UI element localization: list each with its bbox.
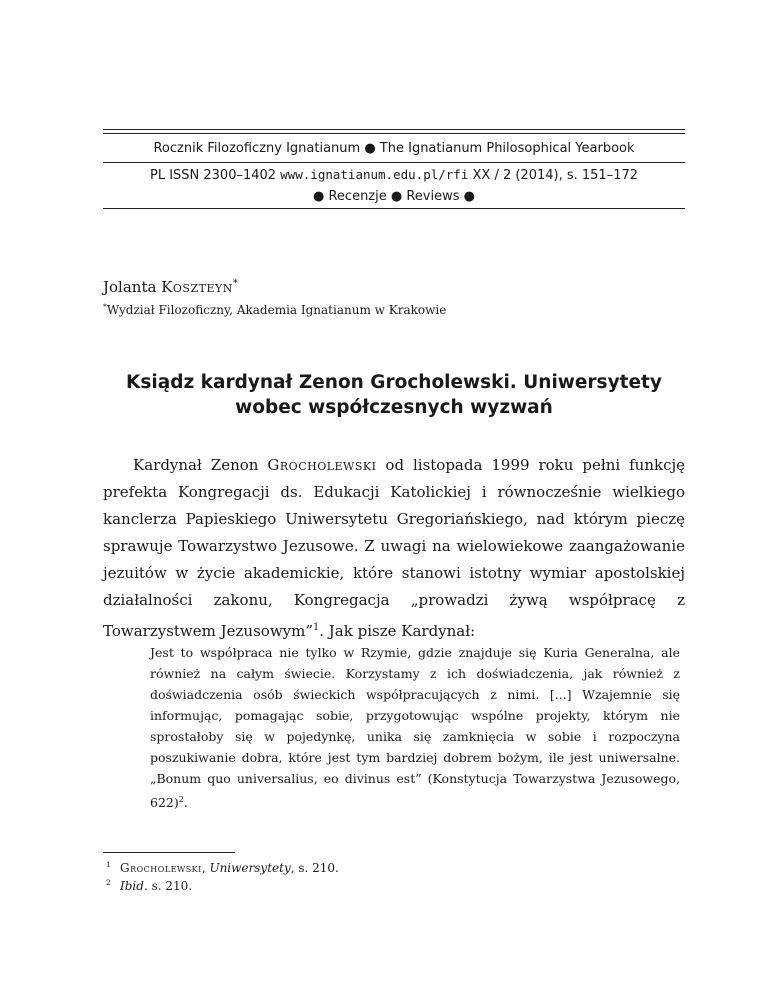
author-first-name: Jolanta [103, 278, 157, 296]
paragraph-1 [103, 452, 685, 645]
footnote-rule [103, 852, 235, 853]
affiliation-marker: * [103, 302, 107, 311]
footnote-2 [106, 878, 193, 894]
footnote-2-page: s. 210. [147, 879, 193, 893]
quote-end: . [183, 795, 188, 811]
footnote-ref-1[interactable]: 1 [313, 622, 320, 633]
header-rule-bottom [103, 208, 685, 209]
footnote-1-page: , s. 210. [290, 861, 339, 875]
header-rule-mid [103, 162, 685, 163]
journal-title-line [103, 141, 685, 156]
author-affiliation [103, 302, 446, 317]
affiliation-text: Wydział Filozoficzny, Akademia Ignatianum w Krakowie [106, 303, 447, 317]
paragraph-1-part-b: od listopada 1999 roku pełni funkcję prefekta Kongregacji ds. Edukacji Katolickiej i równocześnie wielkiego kanclerza Papieskiego Uniwersytetu Gregoriańskiego, nad którym pieczę sprawuje Towarzystwo Jezusowe. Z uwagi na wielowiekowe zaangażowanie jezuitów w życie akademickie, które stanowi istotny wymiar apostolskiej działalności zakonu, Kongregacja „prowadzi żywą współpracę z Towarzystwem Jezusowym” [103, 456, 685, 640]
footnote-1-number: 1 [106, 860, 111, 869]
block-quote [150, 642, 680, 813]
footnote-1: 1 Grocholewski, Uniwersytety, s. 210. [120, 860, 339, 876]
section-label: ● Recenzje ● Reviews ● [313, 189, 475, 204]
author-last-name: Koszteyn [161, 278, 233, 296]
journal-url: www.ignatianum.edu.pl/rfi [280, 167, 469, 182]
footnote-1-title: Uniwersytety [209, 861, 291, 875]
cardinal-name: Grocholewski [267, 456, 377, 474]
quote-text: Jest to współpraca nie tylko w Rzymie, gdzie znajduje się Kuria Generalna, ale również na całym świecie. Korzystamy z ich doświadczenia, jak również z doświadczenia osób świeckich współpracujących z nimi. [...] Wzajemnie się informując, pomagając sobie, przygotowując wspólne projekty, którym nie sprostałoby się w pojedynkę, unika się zamknięcia w sobie i rozpoczyna poszukiwanie dobra, które jest tym bardziej dobrem bożym, ile jest uniwersalne. „Bonum quo universalius, eo divinus est” (Konstytucja Towarzystwa Jezusowego, 622) [150, 645, 680, 811]
title-line-2: wobec współczesnych wyzwań [235, 397, 553, 418]
header-rule-top [103, 129, 685, 130]
volume-info: XX / 2 (2014), s. 151–172 [472, 168, 639, 183]
issn: PL ISSN 2300–1402 [149, 168, 277, 183]
article-title [103, 370, 685, 420]
footnote-ref-2[interactable]: 2 [178, 794, 184, 804]
section-line [103, 189, 685, 204]
paragraph-1-part-a: Kardynał Zenon [133, 456, 268, 474]
journal-title: Rocznik Filozoficzny Ignatianum ● The Ignatianum Philosophical Yearbook [153, 141, 635, 156]
author-name [103, 278, 238, 296]
footnote-1-author: Grocholewski [120, 861, 202, 875]
footnote-2-ibid: Ibid. [120, 879, 148, 893]
author-marker: * [232, 278, 238, 289]
footnote-2-number: 2 [106, 878, 111, 887]
body-text [103, 452, 685, 645]
paragraph-1-part-c: . Jak pisze Kardynał: [319, 622, 476, 640]
title-line-1: Ksiądz kardynał Zenon Grocholewski. Uniwersytety [126, 372, 662, 393]
header-rule-top-2 [103, 133, 685, 134]
issn-line [103, 167, 685, 183]
